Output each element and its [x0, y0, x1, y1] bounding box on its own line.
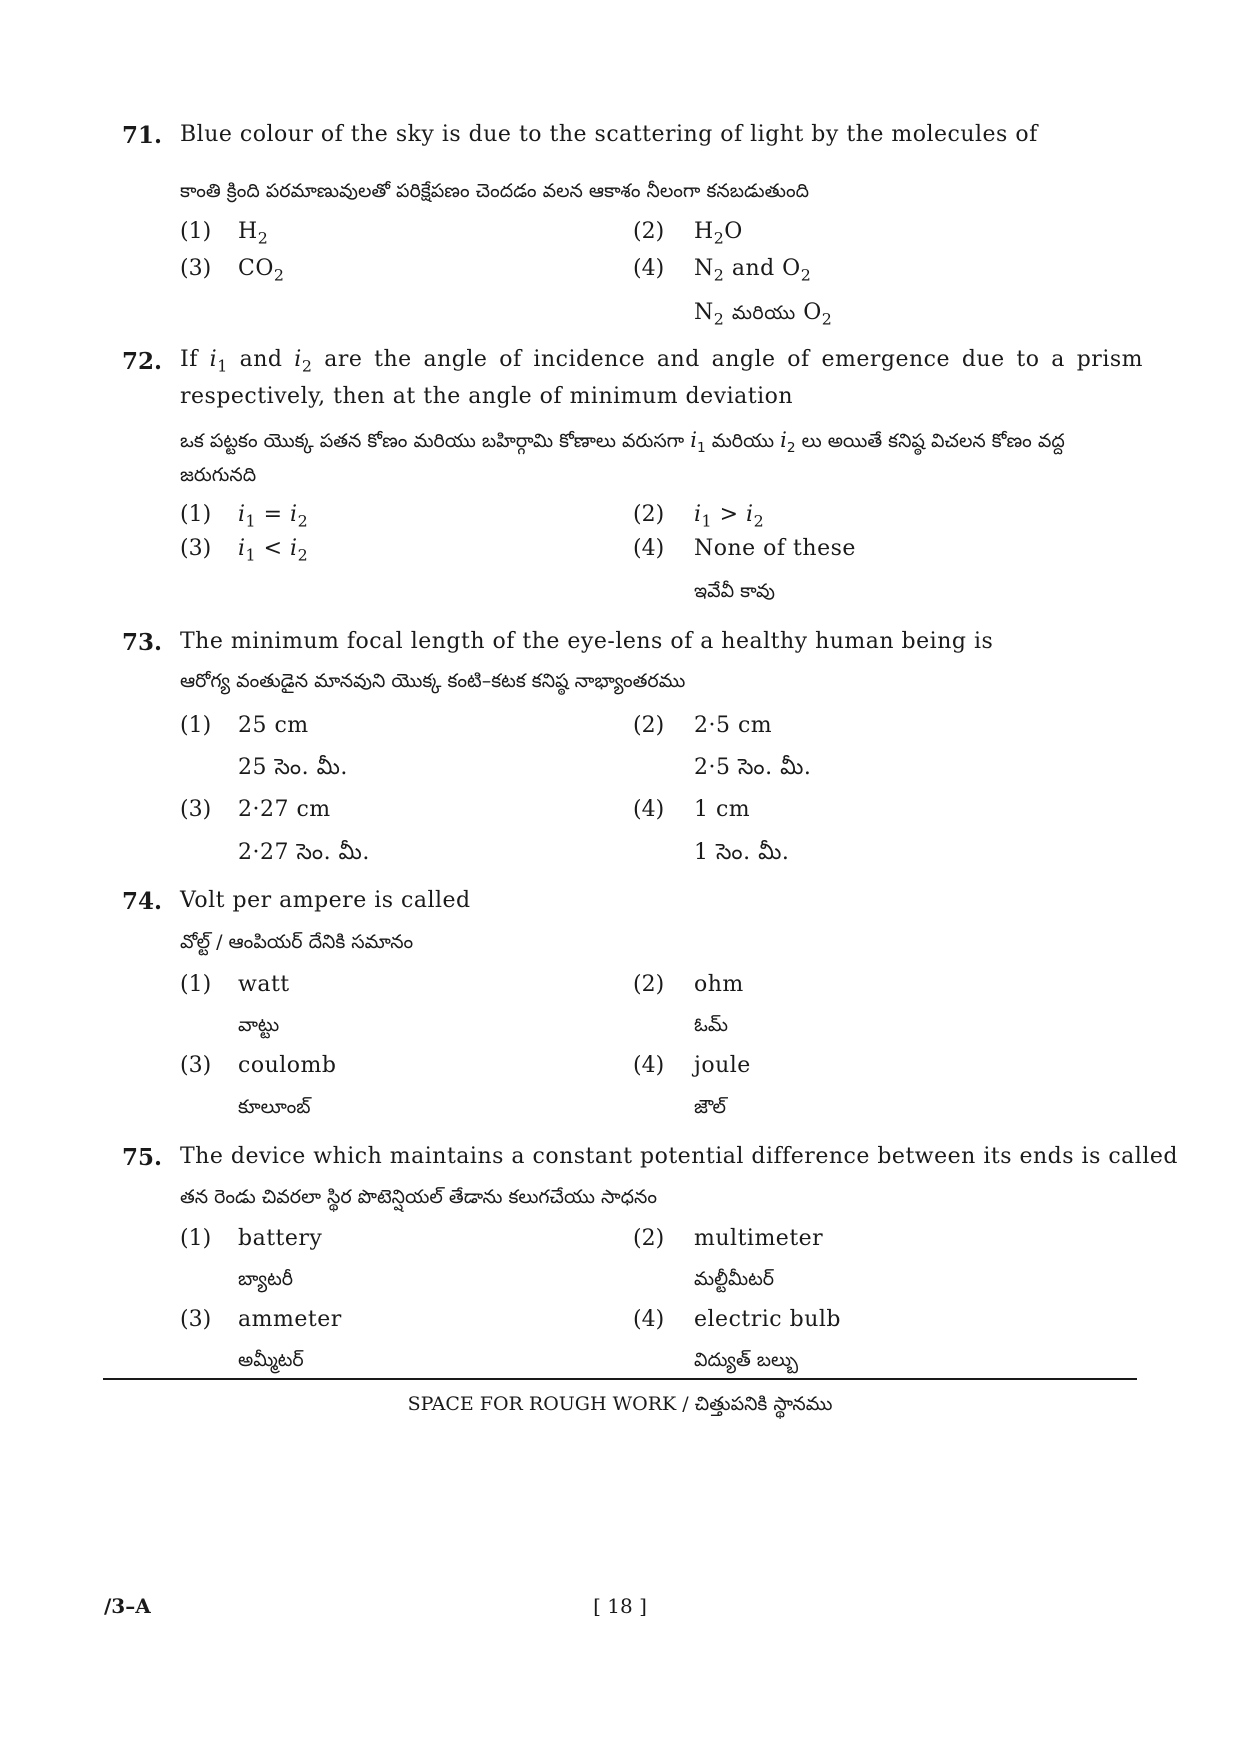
- option-2-text-telugu: 2·5 సెం. మీ.: [694, 755, 812, 780]
- option-3-text-telugu: అమ్మీటర్: [238, 1349, 304, 1371]
- option-4-label: (4): [633, 1307, 665, 1332]
- question-text-english: The device which maintains a constant potential difference between its ends is called: [180, 1144, 1178, 1169]
- question-text-telugu: కాంతి క్రింది పరమాణువులతో పరిక్షేపణం చెందడం వలన ఆకాశం నీలంగా కనబడుతుంది: [180, 180, 810, 202]
- option-2-text: $H_2O$: [694, 219, 743, 248]
- question-number: 73.: [122, 629, 163, 656]
- question-text-telugu: ఆరోగ్య వంతుడైన మానవుని యొక్క కంటి–కటక కనిష్ఠ నాభ్యాంతరము: [180, 670, 686, 692]
- option-2-label: (2): [633, 219, 665, 244]
- question-text-telugu: తన రెండు చివరలా స్థిర పొటెన్షియల్ తేడాను కలుగచేయు సాధనం: [180, 1186, 657, 1208]
- option-1-text: 25 cm: [238, 713, 309, 738]
- option-4-text: None of these: [694, 536, 856, 561]
- option-1-text: battery: [238, 1226, 323, 1251]
- option-3-label: (3): [180, 1053, 212, 1078]
- option-1-text-telugu: 25 సెం. మీ.: [238, 755, 348, 780]
- option-3-text: $CO_2$: [238, 256, 285, 285]
- option-3-text-telugu: 2·27 సెం. మీ.: [238, 840, 370, 865]
- option-1-label: (1): [180, 1226, 212, 1251]
- option-2-label: (2): [633, 713, 665, 738]
- option-1-text-telugu: బ్యాటరీ: [238, 1268, 294, 1290]
- option-2-label: (2): [633, 1226, 665, 1251]
- option-2-text: $i_1 > i_2$: [694, 502, 765, 531]
- question-number: 75.: [122, 1144, 163, 1171]
- page-number: [ 18 ]: [593, 1594, 647, 1618]
- question-text-telugu: ఒక పట్టకం యొక్క పతన కోణం మరియు బహిర్గామి కోణాలు వరుసగా $i_1$ మరియు $i_2$ లు అయితే కనిష్ఠ విచలన కోణం వద్ద: [180, 428, 1065, 456]
- question-text-english: Volt per ampere is called: [180, 888, 471, 913]
- option-4-text: $N_2$ and $O_2$: [694, 256, 812, 285]
- option-2-text: multimeter: [694, 1226, 824, 1251]
- question-text-english: If $i_1$ and $i_2$ are the angle of incidence and angle of emergence due to a prism respectively, then at the angle of minimum deviation: [180, 347, 1144, 409]
- option-2-label: (2): [633, 972, 665, 997]
- rough-work-caption: SPACE FOR ROUGH WORK / చిత్తుపనికి స్థానము: [407, 1393, 833, 1415]
- option-3-label: (3): [180, 1307, 212, 1332]
- option-4-text-telugu: జౌల్: [694, 1096, 727, 1118]
- option-3-text-telugu: కూలూంబ్: [238, 1096, 311, 1118]
- option-2-text: ohm: [694, 972, 744, 997]
- option-1-label: (1): [180, 502, 212, 527]
- option-1-text: $i_1 = i_2$: [238, 502, 309, 531]
- option-2-text-telugu: ఓమ్: [694, 1014, 728, 1036]
- option-1-label: (1): [180, 219, 212, 244]
- option-3-label: (3): [180, 256, 212, 281]
- option-4-text-telugu: 1 సెం. మీ.: [694, 840, 790, 865]
- option-3-text: $i_1 < i_2$: [238, 536, 309, 565]
- divider-line: [103, 1378, 1137, 1380]
- question-number: 72.: [122, 348, 163, 375]
- option-3-text: 2·27 cm: [238, 797, 331, 822]
- option-2-label: (2): [633, 502, 665, 527]
- option-2-text-telugu: మల్టీమీటర్: [694, 1268, 775, 1290]
- option-1-label: (1): [180, 713, 212, 738]
- question-text-english: The minimum focal length of the eye-lens of a healthy human being is: [180, 629, 994, 654]
- option-4-label: (4): [633, 256, 665, 281]
- option-3-text: coulomb: [238, 1053, 337, 1078]
- option-1-text-telugu: వాట్టు: [238, 1014, 280, 1036]
- question-number: 74.: [122, 888, 163, 915]
- question-text-telugu-line2: జరుగునది: [180, 464, 257, 486]
- question-text-english: Blue colour of the sky is due to the scattering of light by the molecules of: [180, 122, 1038, 147]
- option-1-text: watt: [238, 972, 290, 997]
- option-4-text-telugu: ఇవేవీ కావు: [694, 580, 775, 602]
- option-3-label: (3): [180, 536, 212, 561]
- option-4-label: (4): [633, 536, 665, 561]
- option-2-text: 2·5 cm: [694, 713, 773, 738]
- option-4-text: joule: [694, 1053, 751, 1078]
- question-text-telugu: వోల్ట్ / ఆంపియర్ దేనికి సమానం: [180, 931, 414, 953]
- option-4-text-telugu: $N_2$ మరియు $O_2$: [694, 300, 833, 329]
- option-3-text: ammeter: [238, 1307, 342, 1332]
- question-number: 71.: [122, 122, 163, 149]
- option-4-text: electric bulb: [694, 1307, 841, 1332]
- paper-code: /3–A: [104, 1594, 151, 1618]
- option-1-text: $H_2$: [238, 219, 269, 248]
- option-4-text: 1 cm: [694, 797, 751, 822]
- option-4-label: (4): [633, 797, 665, 822]
- option-4-label: (4): [633, 1053, 665, 1078]
- option-1-label: (1): [180, 972, 212, 997]
- option-4-text-telugu: విద్యుత్ బల్బు: [694, 1349, 799, 1371]
- option-3-label: (3): [180, 797, 212, 822]
